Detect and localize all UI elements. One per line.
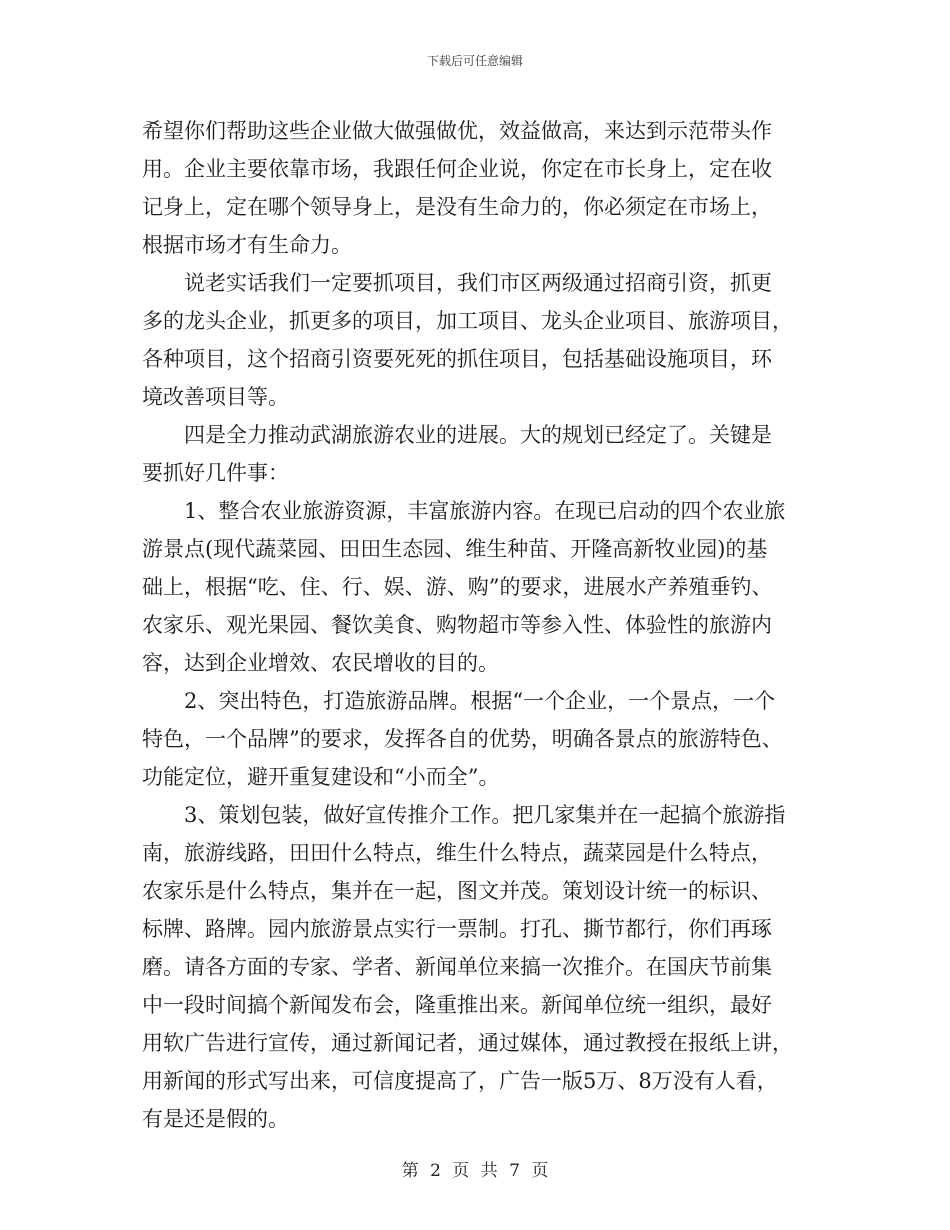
- page-footer: [0, 1156, 950, 1181]
- text-line: 功能定位，避开重复建设和“小而全”。: [142, 765, 500, 789]
- text-line: 希望你们帮助这些企业做大做强做优，效益做高，来达到示范带头作: [142, 119, 772, 143]
- text-line: 用软广告进行宣传，通过新闻记者，通过媒体，通过教授在报纸上讲，: [142, 1031, 793, 1055]
- paragraph-6: [142, 796, 808, 1138]
- text-line: 础上，根据“吃、住、行、娱、游、购”的要求，进展水产养殖垂钓、: [142, 575, 773, 599]
- text-line: 各种项目，这个招商引资要死死的抓住项目，包括基础设施项目，环: [142, 347, 772, 371]
- footer-suffix: 页: [531, 1161, 549, 1181]
- text-line: 说老实话我们一定要抓项目，我们市区两级通过招商引资，抓更: [142, 271, 772, 295]
- paragraph-4: [142, 492, 808, 682]
- text-line: 2、突出特色，打造旅游品牌。根据“一个企业，一个景点，一个: [142, 689, 776, 713]
- paragraph-2: [142, 264, 808, 416]
- text-line: 用。企业主要依靠市场，我跟任何企业说，你定在市长身上，定在收: [142, 157, 772, 181]
- text-line: 记身上，定在哪个领导身上，是没有生命力的，你必须定在市场上，: [142, 195, 772, 219]
- document-body: [142, 112, 808, 1138]
- text-line: 境改善项目等。: [142, 385, 289, 409]
- total-page-number: 7: [509, 1161, 520, 1181]
- text-line: 要抓好几件事：: [142, 461, 289, 485]
- footer-prefix: 第: [401, 1161, 419, 1181]
- page-header: 下载后可任意编辑: [426, 54, 523, 68]
- paragraph-5: [142, 682, 808, 796]
- text-line: 根据市场才有生命力。: [142, 233, 352, 257]
- text-line: 多的龙头企业，抓更多的项目，加工项目、龙头企业项目、旅游项目，: [142, 309, 793, 333]
- text-line: 南，旅游线路，田田什么特点，维生什么特点，蔬菜园是什么特点，: [142, 841, 772, 865]
- footer-page-word: 页: [452, 1161, 470, 1181]
- text-line: 1、整合农业旅游资源，丰富旅游内容。在现已启动的四个农业旅: [142, 499, 786, 523]
- text-line: 游景点(现代蔬菜园、田田生态园、维生种苗、开隆高新牧业园)的基: [142, 537, 768, 561]
- text-line: 农家乐、观光果园、餐饮美食、购物超市等参入性、体验性的旅游内: [142, 613, 772, 637]
- text-line: 农家乐是什么特点，集并在一起，图文并茂。策划设计统一的标识、: [142, 879, 772, 903]
- text-line: 标牌、路牌。园内旅游景点实行一票制。打孔、撕节都行，你们再琢: [142, 917, 772, 941]
- paragraph-3: [142, 416, 808, 492]
- footer-total-word: 共: [480, 1161, 498, 1181]
- text-line: 四是全力推动武湖旅游农业的进展。大的规划已经定了。关键是: [142, 423, 772, 447]
- text-line: 有是还是假的。: [142, 1107, 289, 1131]
- text-line: 中一段时间搞个新闻发布会，隆重推出来。新闻单位统一组织，最好: [142, 993, 772, 1017]
- text-line: 3、策划包装，做好宣传推介工作。把几家集并在一起搞个旅游指: [142, 803, 786, 827]
- paragraph-1: [142, 112, 808, 264]
- text-line: 磨。请各方面的专家、学者、新闻单位来搞一次推介。在国庆节前集: [142, 955, 772, 979]
- text-line: 用新闻的形式写出来，可信度提高了，广告一版5万、8万没有人看，: [142, 1069, 778, 1093]
- text-line: 容，达到企业增效、农民增收的目的。: [142, 651, 499, 675]
- text-line: 特色，一个品牌”的要求，发挥各自的优势，明确各景点的旅游特色、: [142, 727, 783, 751]
- current-page-number: 2: [430, 1161, 441, 1181]
